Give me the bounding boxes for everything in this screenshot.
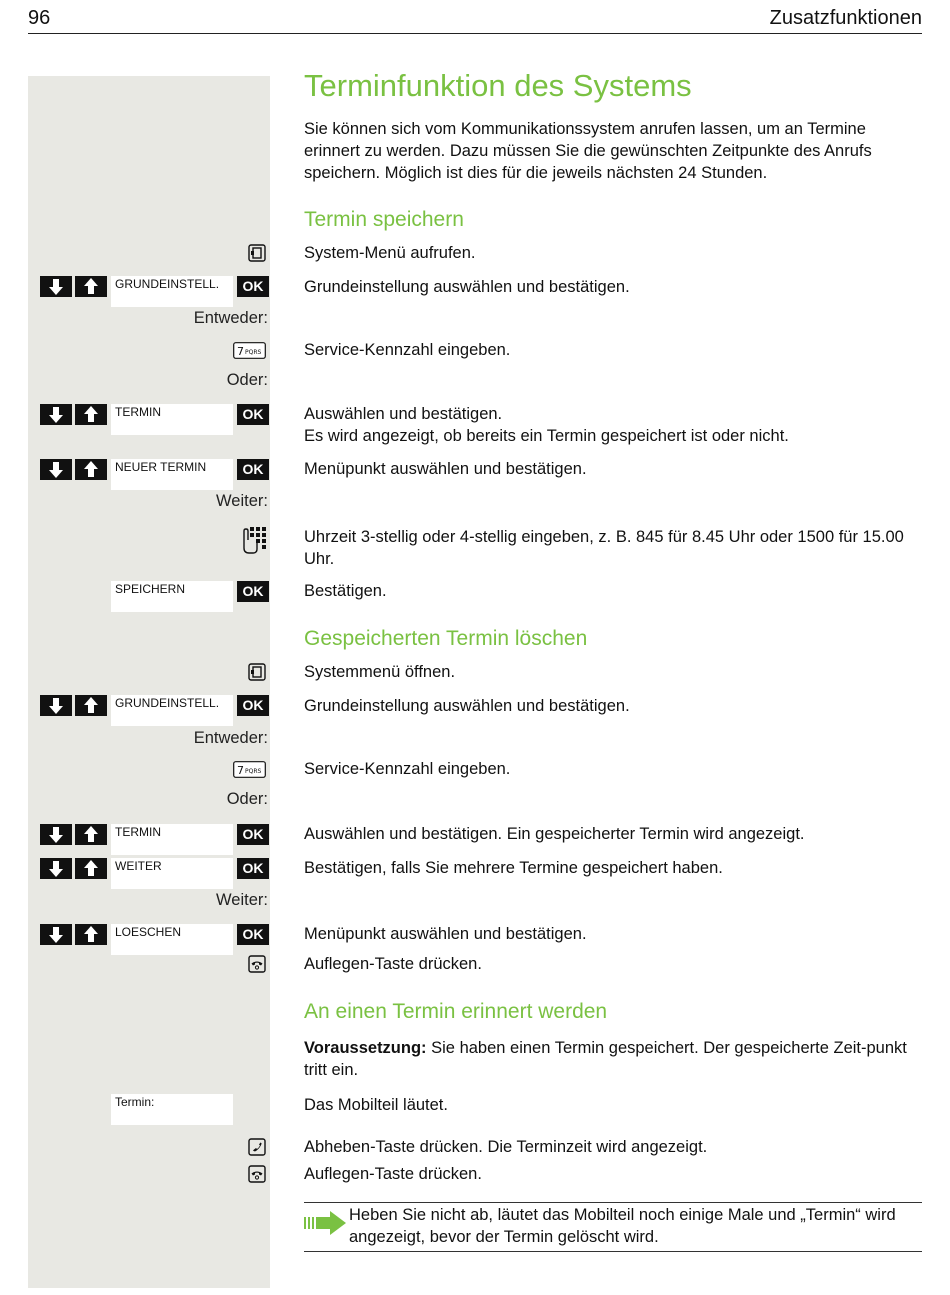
navigation-arrows[interactable]: [40, 924, 107, 945]
note-text: Heben Sie nicht ab, läutet das Mobilteil noch einige Male und „Termin“ wird angezeigt, bevor der Termin gelöscht wird.: [349, 1206, 896, 1246]
end-call-key-icon: [248, 955, 266, 973]
step-text: Auswählen und bestätigen.: [304, 405, 503, 423]
ok-button[interactable]: OK: [237, 404, 269, 425]
step-text: Uhrzeit 3-stellig oder 4-stellig eingeben, z. B. 845 für 8.45 Uhr oder 1500 für 15.00 Uhr.: [304, 528, 904, 568]
display-menu-item: [111, 1094, 233, 1125]
end-call-key-icon: [248, 1165, 266, 1183]
heading-termin-speichern: Termin speichern: [304, 208, 464, 231]
arrow-up-icon[interactable]: [75, 695, 107, 716]
step-text: Abheben-Taste drücken. Die Terminzeit wird angezeigt.: [304, 1138, 708, 1156]
section-title: Zusatzfunktionen: [769, 7, 922, 29]
navigation-arrows[interactable]: [40, 276, 107, 297]
display-menu-item: [111, 924, 233, 955]
display-text: TERMIN: [115, 405, 161, 419]
step-text: Bestätigen, falls Sie mehrere Termine gespeichert haben.: [304, 859, 723, 877]
display-menu-item: [111, 858, 233, 889]
prerequisite-text: [304, 1037, 922, 1081]
step-text: Grundeinstellung auswählen und bestätigen.: [304, 278, 630, 296]
display-menu-item: [111, 404, 233, 435]
note-bottom-rule: [304, 1251, 922, 1252]
display-menu-item: [111, 581, 233, 612]
step-text: Menüpunkt auswählen und bestätigen.: [304, 925, 587, 943]
arrow-down-icon[interactable]: [40, 276, 72, 297]
ok-button[interactable]: OK: [237, 924, 269, 945]
svg-text:PQRS: PQRS: [245, 768, 262, 775]
step-text: Menüpunkt auswählen und bestätigen.: [304, 460, 587, 478]
label-oder: Oder:: [226, 790, 268, 808]
header-divider: [28, 33, 922, 34]
heading-termin-loeschen: Gespeicherten Termin löschen: [304, 627, 588, 650]
display-menu-item: [111, 695, 233, 726]
navigation-arrows[interactable]: [40, 404, 107, 425]
svg-text:7: 7: [237, 345, 244, 358]
arrow-down-icon[interactable]: [40, 404, 72, 425]
intro-text: Sie können sich vom Kommunikationssystem anrufen lassen, um an Termine erinnert zu werden. Dazu müssen Sie die gewünschten Zeitpunkte des Anrufs speichern. Möglich ist dies für die jeweils nächsten 24 Stunden.: [304, 120, 872, 182]
display-text: Termin:: [115, 1095, 155, 1109]
display-text: GRUNDEINSTELL.: [115, 277, 220, 291]
keypad-icon: [240, 526, 268, 554]
note-top-rule: [304, 1202, 922, 1203]
arrow-up-icon[interactable]: [75, 858, 107, 879]
label-weiter: Weiter:: [216, 891, 268, 909]
ok-button[interactable]: OK: [237, 858, 269, 879]
step-text: System-Menü aufrufen.: [304, 244, 476, 262]
display-text: WEITER: [115, 859, 162, 873]
page-title: Terminfunktion des Systems: [304, 68, 692, 103]
display-menu-item: [111, 459, 233, 490]
label-weiter: Weiter:: [216, 492, 268, 510]
arrow-down-icon[interactable]: [40, 858, 72, 879]
key-7-icon: [233, 761, 266, 778]
display-text: SPEICHERN: [115, 582, 186, 596]
display-text: NEUER TERMIN: [115, 460, 207, 474]
display-menu-item: [111, 824, 233, 855]
arrow-down-icon[interactable]: [40, 924, 72, 945]
navigation-arrows[interactable]: [40, 824, 107, 845]
arrow-down-icon[interactable]: [40, 824, 72, 845]
step-text: Systemmenü öffnen.: [304, 663, 456, 681]
arrow-down-icon[interactable]: [40, 459, 72, 480]
ok-button[interactable]: OK: [237, 824, 269, 845]
ok-button[interactable]: OK: [237, 459, 269, 480]
svg-text:7: 7: [237, 764, 244, 777]
call-key-icon: [248, 1138, 266, 1156]
label-entweder: Entweder:: [193, 729, 268, 747]
arrow-up-icon[interactable]: [75, 824, 107, 845]
prerequisite-body: Sie haben einen Termin gespeichert. Der gespeicherte Zeit-punkt tritt ein.: [304, 1039, 907, 1079]
arrow-up-icon[interactable]: [75, 276, 107, 297]
display-menu-item: [111, 276, 233, 307]
ok-button[interactable]: OK: [237, 581, 269, 602]
step-text: Service-Kennzahl eingeben.: [304, 341, 511, 359]
prerequisite-label: Voraussetzung:: [304, 1039, 427, 1057]
note-arrow-icon: [304, 1211, 346, 1235]
step-text: Bestätigen.: [304, 582, 387, 600]
menu-key-icon: [248, 663, 266, 681]
step-text: Auswählen und bestätigen. Ein gespeicherter Termin wird angezeigt.: [304, 825, 805, 843]
step-text: Das Mobilteil läutet.: [304, 1096, 448, 1114]
arrow-up-icon[interactable]: [75, 924, 107, 945]
display-text: LOESCHEN: [115, 925, 182, 939]
step-text: Auflegen-Taste drücken.: [304, 955, 482, 973]
heading-termin-erinnern: An einen Termin erinnert werden: [304, 1000, 608, 1023]
display-text: GRUNDEINSTELL.: [115, 696, 220, 710]
label-oder: Oder:: [226, 371, 268, 389]
navigation-arrows[interactable]: [40, 459, 107, 480]
key-7-icon: [233, 342, 266, 359]
display-text: TERMIN: [115, 825, 161, 839]
arrow-up-icon[interactable]: [75, 404, 107, 425]
step-text: Auflegen-Taste drücken.: [304, 1165, 482, 1183]
label-entweder: Entweder:: [193, 309, 268, 327]
arrow-up-icon[interactable]: [75, 459, 107, 480]
step-text: Es wird angezeigt, ob bereits ein Termin gespeichert ist oder nicht.: [304, 427, 789, 445]
step-text: Grundeinstellung auswählen und bestätigen.: [304, 697, 630, 715]
svg-text:PQRS: PQRS: [245, 349, 262, 356]
arrow-down-icon[interactable]: [40, 695, 72, 716]
navigation-arrows[interactable]: [40, 858, 107, 879]
step-text: Service-Kennzahl eingeben.: [304, 760, 511, 778]
menu-key-icon: [248, 244, 266, 262]
ok-button[interactable]: OK: [237, 695, 269, 716]
ok-button[interactable]: OK: [237, 276, 269, 297]
navigation-arrows[interactable]: [40, 695, 107, 716]
page-number: 96: [28, 7, 51, 29]
